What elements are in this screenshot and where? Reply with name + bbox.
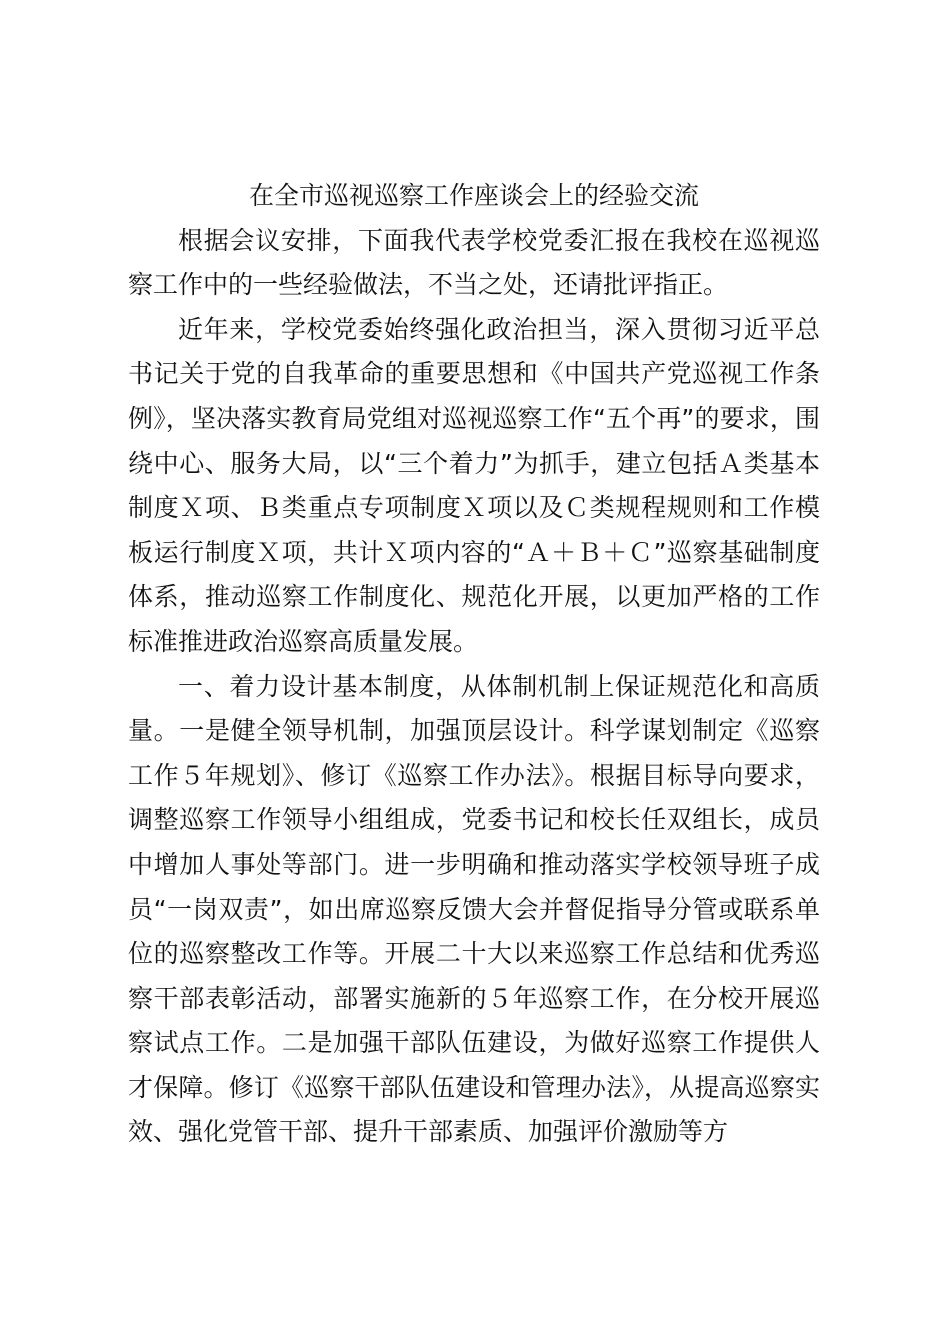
document-body [128, 174, 820, 1155]
paragraph-intro: 根据会议安排，下面我代表学校党委汇报在我校在巡视巡察工作中的一些经验做法，不当之处，还请批评指正。 [128, 225, 820, 300]
document-title: 在全市巡视巡察工作座谈会上的经验交流 [248, 181, 699, 210]
paragraph-background: 近年来，学校党委始终强化政治担当，深入贯彻习近平总书记关于党的自我革命的重要思想和《中国共产党巡视工作条例》，坚决落实教育局党组对巡视巡察工作“五个再”的要求，围绕中心、服务大局，以“三个着力”为抓手，建立包括Ａ类基本制度Ｘ项、Ｂ类重点专项制度Ｘ项以及Ｃ类规程规则和工作模板运行制度Ｘ项，共计Ｘ项内容的“Ａ＋Ｂ＋Ｃ”巡察基础制度体系，推动巡察工作制度化、规范化开展，以更加严格的工作标准推进政治巡察高质量发展。 [128, 314, 820, 656]
paragraph-section-one: 一、着力设计基本制度，从体制机制上保证规范化和高质量。一是健全领导机制，加强顶层设计。科学谋划制定《巡察工作５年规划》、修订《巡察工作办法》。根据目标导向要求，调整巡察工作领导小组组成，党委书记和校长任双组长，成员中增加人事处等部门。进一步明确和推动落实学校领导班子成员“一岗双责”，如出席巡察反馈大会并督促指导分管或联系单位的巡察整改工作等。开展二十大以来巡察工作总结和优秀巡察干部表彰活动，部署实施新的５年巡察工作，在分校开展巡察试点工作。二是加强干部队伍建设，为做好巡察工作提供人才保障。修订《巡察干部队伍建设和管理办法》，从提高巡察实效、强化党管干部、提升干部素质、加强评价激励等方 [128, 671, 820, 1147]
